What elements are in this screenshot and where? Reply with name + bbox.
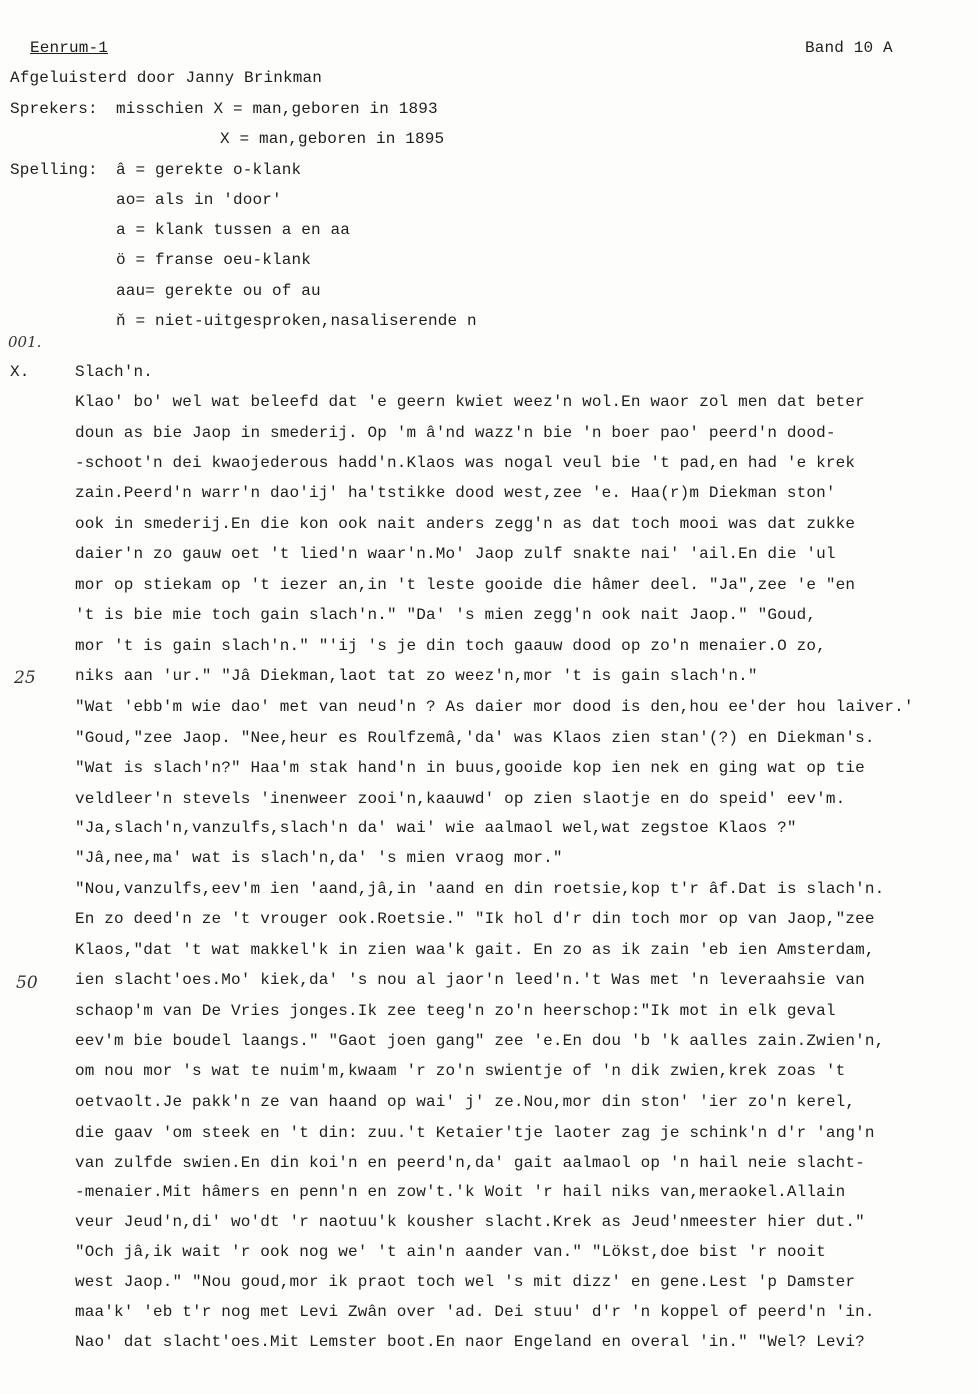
band-label: Band 10 A xyxy=(805,39,893,57)
transcript-line: -menaier.Mit hâmers en penn'n en zow't.'k Woit 'r hail niks van,meraokel.Allain xyxy=(75,1183,846,1201)
transcript-line: Klao' bo' wel wat beleefd dat 'e geern kwiet weez'n wol.En waor zol men dat beter xyxy=(75,393,865,411)
speaker-mark: X. xyxy=(10,363,30,381)
transcript-line: schaop'm van De Vries jonges.Ik zee teeg'n zo'n heerschop:"Ik mot in elk geval xyxy=(75,1002,836,1020)
transcript-line: mor 't is gain slach'n." "'ij 's je din toch gaauw dood op zo'n menaier.O zo, xyxy=(75,637,826,655)
transcript-line: Nao' dat slacht'oes.Mit Lemster boot.En naor Engeland en overal 'in." "Wel? Levi? xyxy=(75,1333,865,1351)
spelling-entry: a = klank tussen a en aa xyxy=(116,221,351,239)
transcript-line: niks aan 'ur." "Jâ Diekman,laot tat zo weez'n,mor 't is gain slach'n." xyxy=(75,667,758,685)
speakers-line-2: X = man,geboren in 1895 xyxy=(220,130,445,148)
transcript-line: veur Jeud'n,di' wo'dt 'r naotuu'k kousher slacht.Krek as Jeud'nmeester hier dut." xyxy=(75,1213,865,1231)
spelling-entry: ň = niet-uitgesproken,nasaliserende n xyxy=(116,312,477,330)
document-title: Eenrum-1 xyxy=(30,39,109,57)
spelling-entry: â = gerekte o-klank xyxy=(116,161,302,179)
transcript-line: oetvaolt.Je pakk'n ze van haand op wai' j' ze.Nou,mor din ston' 'ier zo'n kerel, xyxy=(75,1093,856,1111)
transcript-line: eev'm bie boudel laangs." "Gaot joen gang" zee 'e.En dou 'b 'k aalles zain.Zwien'n, xyxy=(75,1032,885,1050)
transcript-line: "Wat 'ebb'm wie dao' met van neud'n ? As daier mor dood is den,hou ee'der hou laiver.' xyxy=(75,698,914,716)
tape-counter-25: 25 xyxy=(14,668,36,688)
transcript-line: Slach'n. xyxy=(75,363,154,381)
transcript-line: ook in smederij.En die kon ook nait anders zegg'n as dat toch mooi was dat zukke xyxy=(75,515,856,533)
transcript-line: "Och jâ,ik wait 'r ook nog we' 't ain'n aander van." "Lökst,doe bist 'r nooit xyxy=(75,1243,826,1261)
transcript-line: die gaav 'om steek en 't din: zuu.'t Ketaier'tje laoter zag je schink'n d'r 'ang'n xyxy=(75,1124,875,1142)
transcript-line: west Jaop." "Nou goud,mor ik praot toch wel 's mit dizz' en gene.Lest 'p Damster xyxy=(75,1273,856,1291)
transcript-line: van zulfde swien.En din koi'n en peerd'n,da' gait aalmaol op 'n hail neie slacht- xyxy=(75,1154,865,1172)
speakers-label: Sprekers: xyxy=(10,100,98,118)
spelling-entry: ö = franse oeu-klank xyxy=(116,251,312,269)
speakers-line-1: misschien X = man,geboren in 1893 xyxy=(116,100,438,118)
transcript-line: En zo deed'n ze 't vrouger ook.Roetsie." "Ik hol d'r din toch mor op van Jaop,"zee xyxy=(75,910,875,928)
transcript-line: -schoot'n dei kwaojederous hadd'n.Klaos was nogal veul bie 't pad,en had 'e krek xyxy=(75,454,856,472)
transcript-line: zain.Peerd'n warr'n dao'ij' ha'tstikke dood west,zee 'e. Haa(r)m Diekman ston' xyxy=(75,484,836,502)
transcript-line: daier'n zo gauw oet 't lied'n waar'n.Mo' Jaop zulf snakte nai' 'ail.En die 'ul xyxy=(75,545,836,563)
transcript-line: "Nou,vanzulfs,eev'm ien 'aand,jâ,in 'aand en din roetsie,kop t'r âf.Dat is slach'n. xyxy=(75,880,885,898)
transcript-line: om nou mor 's wat te nuim'm,kwaam 'r zo'n swientje of 'n dik zwien,krek zoas 't xyxy=(75,1062,846,1080)
transcript-line: 't is bie mie toch gain slach'n." "Da' 's mien zegg'n ook nait Jaop." "Goud, xyxy=(75,606,817,624)
tape-counter-50: 50 xyxy=(16,973,38,993)
spelling-entry: ao= als in 'door' xyxy=(116,191,282,209)
spelling-entry: aau= gerekte ou of au xyxy=(116,282,321,300)
spelling-label: Spelling: xyxy=(10,161,98,179)
transcript-line: mor op stiekam op 't iezer an,in 't leste gooide die hâmer deel. "Ja",zee 'e "en xyxy=(75,576,856,594)
transcript-line: "Wat is slach'n?" Haa'm stak hand'n in buus,gooide kop ien nek en ging wat op tie xyxy=(75,759,865,777)
transcript-line: "Goud,"zee Jaop. "Nee,heur es Roulfzemâ,'da' was Klaos zien stan'(?) en Diekman's. xyxy=(75,729,875,747)
transcript-line: ien slacht'oes.Mo' kiek,da' 's nou al jaor'n leed'n.'t Was met 'n leveraahsie van xyxy=(75,971,865,989)
transcript-line: "Jâ,nee,ma' wat is slach'n,da' 's mien vraog mor." xyxy=(75,849,563,867)
listener-line: Afgeluisterd door Janny Brinkman xyxy=(10,69,323,87)
tape-counter-001: 001. xyxy=(8,333,42,351)
transcript-line: veldleer'n stevels 'inenweer zooi'n,kaauwd' op zien slaotje en do speid' eev'm. xyxy=(75,790,846,808)
transcript-line: "Ja,slach'n,vanzulfs,slach'n da' wai' wie aalmaol wel,wat zegstoe Klaos ?" xyxy=(75,819,797,837)
transcript-line: maa'k' 'eb t'r nog met Levi Zwân over 'ad. Dei stuu' d'r 'n koppel of peerd'n 'in. xyxy=(75,1303,875,1321)
transcript-line: doun as bie Jaop in smederij. Op 'm â'nd wazz'n bie 'n boer pao' peerd'n dood- xyxy=(75,424,836,442)
transcript-line: Klaos,"dat 't wat makkel'k in zien waa'k gait. En zo as ik zain 'eb ien Amsterdam, xyxy=(75,941,875,959)
